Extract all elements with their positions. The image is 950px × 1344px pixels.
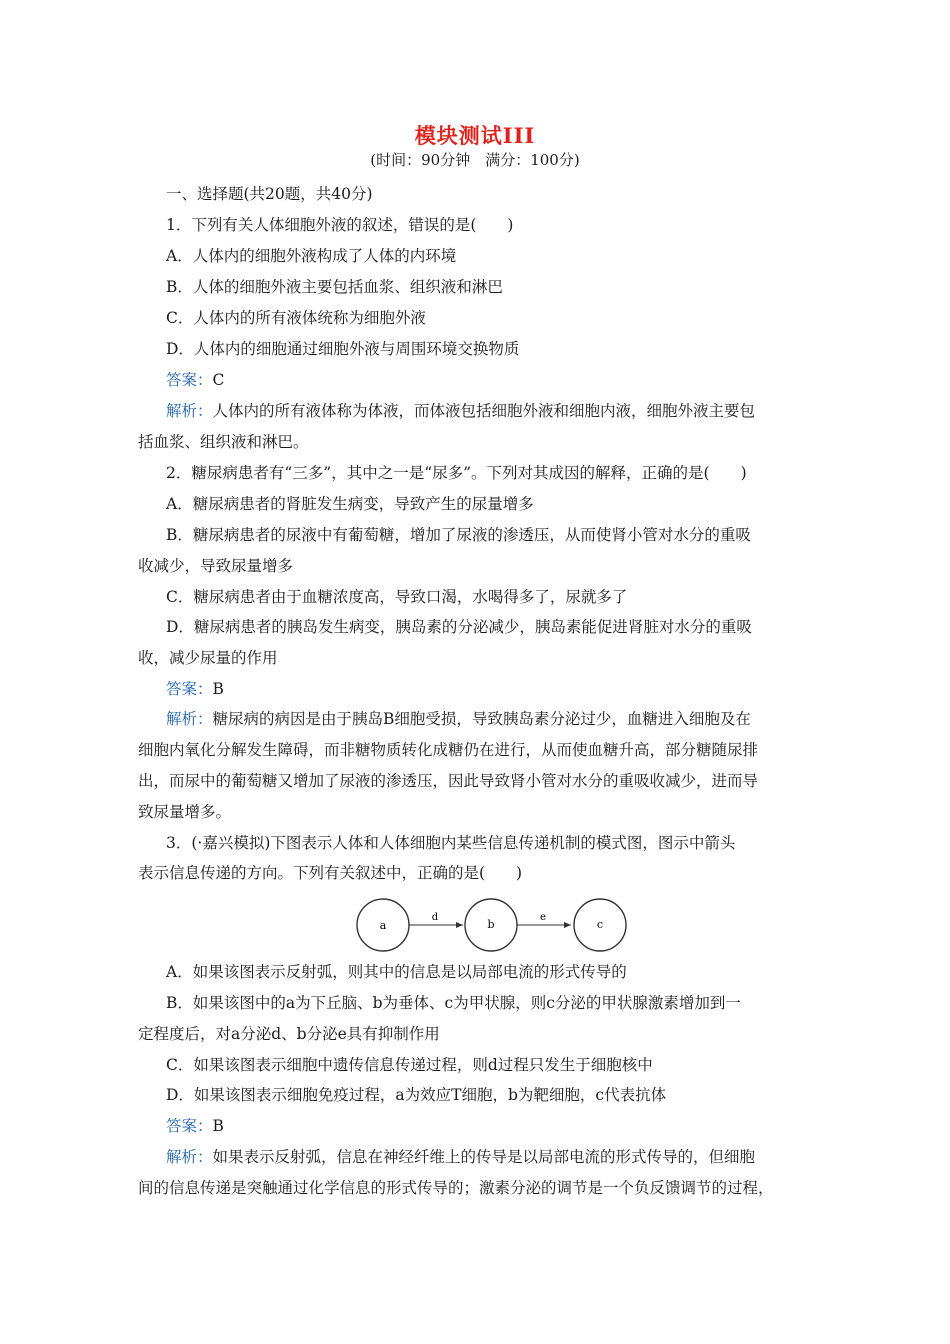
question-3-answer	[166, 1116, 814, 1136]
question-1-option-d: D．人体内的细胞通过细胞外液与周围环境交换物质	[166, 340, 520, 358]
question-3-option-b-cont: 定程度后，对a分泌d、b分泌e具有抑制作用	[138, 1025, 440, 1043]
arrow-e	[517, 912, 571, 925]
answer-label: 答案：	[166, 1117, 213, 1135]
question-2-option-b: B．糖尿病患者的尿液中有葡萄糖，增加了尿液的渗透压，从而使肾小管对水分的重吸	[166, 526, 751, 544]
question-2-option-d-cont: 收，减少尿量的作用	[138, 649, 278, 667]
question-2-option-c: C．糖尿病患者由于血糖浓度高，导致口渴，水喝得多了，尿就多了	[166, 588, 628, 606]
page-title: 模块测试III	[414, 123, 536, 148]
question-2-option-a: A．糖尿病患者的肾脏发生病变，导致产生的尿量增多	[166, 495, 534, 513]
arrow-d	[409, 912, 463, 925]
node-a-label: a	[379, 919, 387, 932]
question-2-answer	[166, 679, 814, 699]
node-c	[574, 899, 626, 951]
question-3-stem-cont: 表示信息传递的方向。下列有关叙述中，正确的是( )	[138, 864, 523, 882]
arrow-d-label: d	[431, 912, 439, 923]
analysis-text: 糖尿病的病因是由于胰岛B细胞受损，导致胰岛素分泌过少，血糖进入细胞及在	[212, 710, 751, 728]
node-c-label: c	[596, 918, 604, 931]
question-2-analysis	[166, 709, 814, 729]
answer-value: C	[212, 371, 225, 389]
question-1-option-b: B．人体的细胞外液主要包括血浆、组织液和淋巴	[166, 278, 503, 296]
question-3-option-d: D．如果该图表示细胞免疫过程，a为效应T细胞，b为靶细胞，c代表抗体	[166, 1086, 667, 1104]
analysis-text: 人体内的所有液体称为体液，而体液包括细胞外液和细胞内液，细胞外液主要包	[212, 402, 756, 420]
analysis-text: 如果表示反射弧，信息在神经纤维上的传导是以局部电流的形式传导的，但细胞	[212, 1148, 756, 1166]
question-2-stem: 2．糖尿病患者有“三多”，其中之一是“尿多”。下列对其成因的解释，正确的是( )	[166, 464, 747, 482]
answer-value: B	[212, 1117, 224, 1135]
question-2-option-b-cont: 收减少，导致尿量增多	[138, 557, 294, 575]
question-2-analysis-cont-3: 致尿量增多。	[138, 803, 232, 821]
answer-label: 答案：	[166, 371, 213, 389]
answer-value: B	[212, 680, 224, 698]
arrow-e-label: e	[540, 912, 546, 923]
question-2-analysis-cont-1: 细胞内氧化分解发生障碍，而非糖物质转化成糖仍在进行，从而使血糖升高，部分糖随尿排	[138, 741, 759, 759]
question-3-analysis	[166, 1147, 814, 1167]
node-b	[465, 899, 517, 951]
analysis-label: 解析：	[166, 402, 213, 420]
node-a	[357, 899, 409, 951]
question-2-option-d: D．糖尿病患者的胰岛发生病变，胰岛素的分泌减少，胰岛素能促进肾脏对水分的重吸	[166, 618, 752, 636]
analysis-label: 解析：	[166, 710, 213, 728]
answer-label: 答案：	[166, 680, 213, 698]
signal-transmission-diagram	[355, 898, 630, 954]
question-1-stem: 1．下列有关人体细胞外液的叙述，错误的是( )	[166, 216, 514, 234]
question-1-analysis	[166, 401, 814, 421]
question-1-option-a: A．人体内的细胞外液构成了人体的内环境	[166, 247, 457, 265]
question-3-option-c: C．如果该图表示细胞中遗传信息传递过程，则d过程只发生于细胞核中	[166, 1056, 653, 1074]
question-2-analysis-cont-2: 出，而尿中的葡萄糖又增加了尿液的渗透压，因此导致肾小管对水分的重吸收减少，进而导	[138, 772, 759, 790]
question-1-answer	[166, 370, 814, 390]
exam-info: (时间：90分钟 满分：100分)	[370, 151, 580, 169]
question-3-analysis-cont: 间的信息传递是突触通过化学信息的形式传导的；激素分泌的调节是一个负反馈调节的过程，	[138, 1179, 774, 1197]
question-1-analysis-cont: 括血浆、组织液和淋巴。	[138, 433, 309, 451]
node-b-label: b	[487, 918, 495, 931]
question-3-stem: 3．(·嘉兴模拟)下图表示人体和人体细胞内某些信息传递机制的模式图，图示中箭头	[166, 834, 736, 852]
analysis-label: 解析：	[166, 1148, 213, 1166]
question-3-option-a: A．如果该图表示反射弧，则其中的信息是以局部电流的形式传导的	[166, 963, 627, 981]
question-1-option-c: C．人体内的所有液体统称为细胞外液	[166, 309, 426, 327]
section-heading: 一、选择题(共20题，共40分)	[166, 185, 373, 203]
question-3-option-b: B．如果该图中的a为下丘脑、b为垂体、c为甲状腺，则c分泌的甲状腺激素增加到一	[166, 994, 741, 1012]
